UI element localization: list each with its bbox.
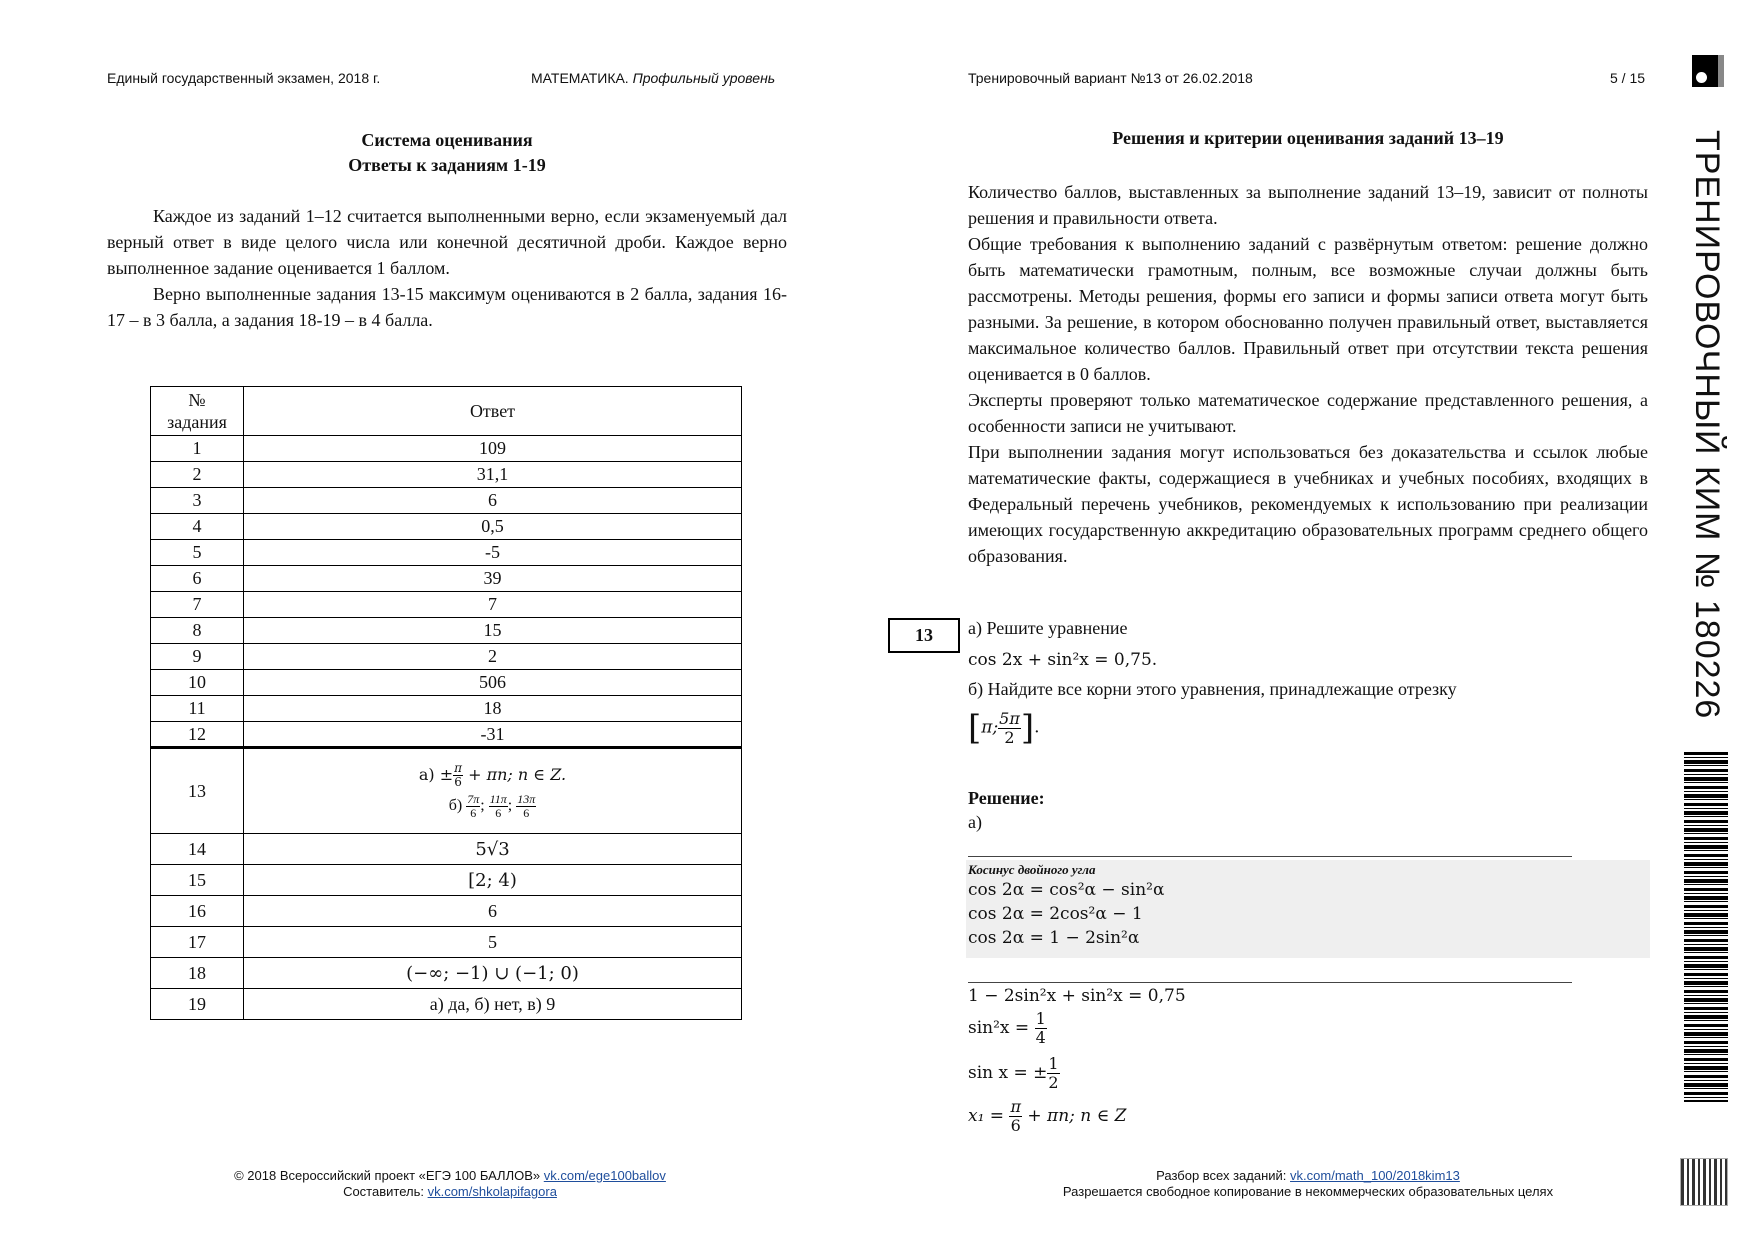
link-ege100ballov[interactable]: vk.com/ege100ballov: [543, 1168, 666, 1183]
header-subject: [531, 70, 775, 86]
solution-step-2: sin²x = $\frac{1}{4}$: [968, 1009, 1046, 1047]
task-number-box: 13: [888, 618, 960, 653]
divider-bottom: [968, 982, 1572, 983]
header-variant: Тренировочный вариант №13 от 26.02.2018: [968, 70, 1253, 86]
table-row: 7 7: [151, 592, 742, 618]
fipi-logo-icon: [1692, 55, 1718, 87]
solution-step-4: x₁ = $\frac{\pi}{6}$ + πn; n ∈ Z: [968, 1097, 1127, 1135]
table-row: 14 5√3: [151, 834, 742, 865]
hint-formula-2: cos 2α = 2cos²α − 1: [968, 904, 1143, 924]
solution-label: Решение:: [968, 788, 1045, 808]
solution-step-3: sin x = ± $\frac{1}{2}$: [968, 1054, 1059, 1092]
table-row: 15 [2; 4): [151, 865, 742, 896]
footer-left: © 2018 Всероссийский проект «ЕГЭ 100 БАЛЛОВ» vk.com/ege100ballov Составитель: vk.com/shkolapifagora: [234, 1168, 666, 1199]
table-row: 12 -31: [151, 722, 742, 748]
col-answer: Ответ: [244, 387, 742, 436]
solution-step-1: 1 − 2sin²x + sin²x = 0,75: [968, 986, 1186, 1006]
table-row: 8 15: [151, 618, 742, 644]
scoring-para-1: Каждое из заданий 1–12 считается выполненными верно, если экзаменуемый дал верный ответ в виде целого числа или конечной десятичной дроби. Каждое верно выполненное задание оценивается 1 баллом.: [107, 206, 787, 278]
page-number: 5 / 15: [1610, 70, 1646, 86]
table-row: 1 109: [151, 436, 742, 462]
solution-part-a: а): [968, 812, 982, 832]
answer-13b: б) $\frac{7\pi}{6}$ ; $\frac{11\pi}{6}$ ; $\frac{13\pi}{6}$: [448, 792, 536, 820]
table-row: 6 39: [151, 566, 742, 592]
table-row: 19 а) да, б) нет, в) 9: [151, 989, 742, 1020]
criteria-text: [968, 179, 1648, 569]
task-equation: cos 2x + sin²x = 0,75.: [968, 650, 1158, 670]
scoring-description: [107, 203, 787, 333]
answer-13: [244, 748, 742, 834]
task-part-b: б) Найдите все корни этого уравнения, принадлежащие отрезку: [968, 679, 1457, 699]
hint-title: Косинус двойного угла: [968, 862, 1096, 877]
hint-formula-1: cos 2α = cos²α − sin²α: [968, 880, 1165, 900]
answer-13a: а) ± $\frac{\pi}{6}$ + πn; n ∈ Z.: [418, 761, 567, 789]
scoring-title-line2: Ответы к заданиям 1-19: [348, 155, 546, 175]
header-level: Профильный уровень: [632, 70, 776, 86]
table-row-13: 13 а) ± $\frac{\pi}{6}$ + πn; n ∈ Z. б) $\frac{7\pi}{6}$ ; $\frac{11\pi}{6}$ ; $\frac{13\pi}{6}$: [151, 748, 742, 834]
answers-table-header: [151, 387, 742, 436]
table-row: 4 0,5: [151, 514, 742, 540]
copy-permission: Разрешается свободное копирование в некоммерческих образовательных целях: [1062, 1184, 1554, 1199]
table-row: 5 -5: [151, 540, 742, 566]
table-row: 3 6: [151, 488, 742, 514]
vertical-kim-title: ТРЕНИРОВОЧНЫЙ КИМ № 180226: [1688, 130, 1726, 720]
link-math100-kim13[interactable]: vk.com/math_100/2018kim13: [1290, 1168, 1460, 1183]
qr-code-icon: [1680, 1158, 1728, 1206]
task-part-a: а) Решите уравнение: [968, 618, 1128, 638]
solutions-title: Решения и критерии оценивания заданий 13–19: [1112, 128, 1504, 148]
scoring-title-line1: Система оценивания: [361, 130, 533, 150]
criteria-para-4: При выполнении задания могут использоваться без доказательства и ссылок любые математические факты, содержащиеся в учебниках и учебных пособиях, входящих в Федеральный перечень учебников, рекомендуемых к использованию при реализации имеющих государственную аккредитацию образовательных программ среднего общего образования.: [968, 442, 1648, 566]
scoring-title: [107, 128, 787, 178]
table-row: 9 2: [151, 644, 742, 670]
table-row: 2 31,1: [151, 462, 742, 488]
col-task-number: № задания: [151, 387, 244, 436]
scoring-para-2: Верно выполненные задания 13-15 максимум оцениваются в 2 балла, задания 16-17 – в 3 балла, а задания 18-19 – в 4 балла.: [107, 284, 787, 330]
criteria-para-2: Общие требования к выполнению заданий с развёрнутым ответом: решение должно быть математически грамотным, полным, все возможные случаи должны быть рассмотрены. Методы решения, формы его записи и формы записи ответа могут быть разными. За решение, в котором обоснованно получен правильный ответ, выставляется максимальное количество баллов. Правильный ответ при отсутствии текста решения оценивается в 0 баллов.: [968, 234, 1648, 384]
double-angle-hint: [966, 860, 1650, 958]
header-subject-name: МАТЕМАТИКА.: [531, 70, 629, 86]
barcode-icon: [1684, 752, 1728, 1102]
task-interval: [π; $\frac{5\pi}{2}$ ].: [968, 708, 1040, 748]
footer-right: Разбор всех заданий: vk.com/math_100/2018kim13 Разрешается свободное копирование в некоммерческих образовательных целях: [968, 1168, 1648, 1200]
link-shkolapifagora[interactable]: vk.com/shkolapifagora: [427, 1184, 557, 1199]
answers-table: [150, 386, 742, 1020]
table-row: 16 6: [151, 896, 742, 927]
criteria-para-3: Эксперты проверяют только математическое содержание представленного решения, а особенности записи не учитывают.: [968, 390, 1648, 436]
hint-formula-3: cos 2α = 1 − 2sin²α: [968, 928, 1140, 948]
header-exam-title: Единый государственный экзамен, 2018 г.: [107, 70, 381, 86]
table-row: 11 18: [151, 696, 742, 722]
divider-top: [968, 856, 1572, 857]
table-row: 17 5: [151, 927, 742, 958]
table-row: 10 506: [151, 670, 742, 696]
criteria-para-1: Количество баллов, выставленных за выполнение заданий 13–19, зависит от полноты решения и правильности ответа.: [968, 182, 1648, 228]
table-row: 18 (−∞; −1) ∪ (−1; 0): [151, 958, 742, 989]
